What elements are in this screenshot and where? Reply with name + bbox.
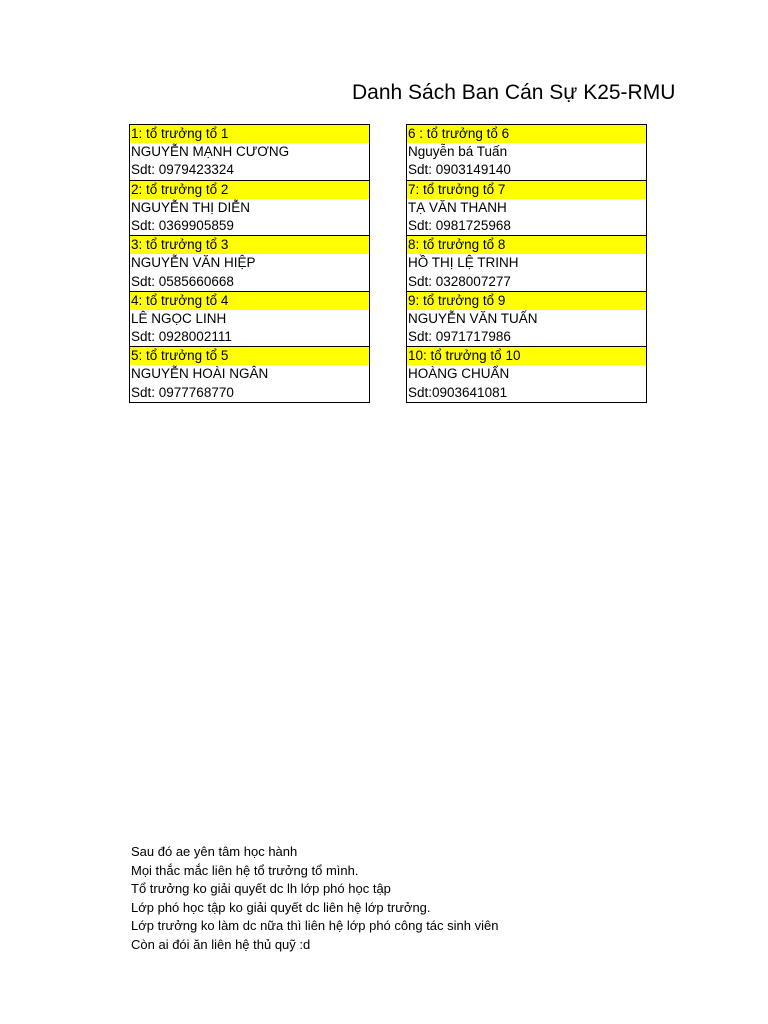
group-5 <box>130 346 369 402</box>
leader-name: Nguyễn bá Tuấn <box>408 144 508 160</box>
leader-phone: Sdt: 0928002111 <box>131 329 232 345</box>
group-label: 4: tổ trưởng tổ 4 <box>130 292 369 310</box>
leader-phone: Sdt: 0971717986 <box>408 329 511 345</box>
leader-name: LÊ NGỌC LINH <box>131 310 227 326</box>
group-1 <box>130 125 369 180</box>
note-line: Lớp phó học tập ko giải quyết dc liên hệ lớp trưởng. <box>131 899 431 915</box>
group-label: 6 : tổ trưởng tổ 6 <box>407 125 646 143</box>
note-line: Mọi thắc mắc liên hệ tổ trưởng tổ mình. <box>131 862 359 878</box>
notes-block <box>131 843 498 955</box>
leader-phone: Sdt: 0369905859 <box>131 217 234 233</box>
leader-name: NGUYỄN VĂN HIỆP <box>131 255 256 271</box>
note-line: Còn ai đói ăn liên hệ thủ quỹ :d <box>131 936 311 952</box>
group-label: 10: tổ trưởng tổ 10 <box>407 347 646 365</box>
left-roster-table <box>129 124 370 403</box>
leader-name: NGUYỄN THỊ DIỄN <box>131 199 251 215</box>
leader-name: HỒ THỊ LỆ TRINH <box>408 255 519 271</box>
right-roster-table <box>406 124 647 403</box>
leader-phone: Sdt:0903641081 <box>408 384 508 400</box>
leader-name: NGUYỄN VĂN TUẤN <box>408 310 538 326</box>
group-6 <box>407 125 646 180</box>
group-label: 5: tổ trưởng tổ 5 <box>130 347 369 365</box>
group-3 <box>130 235 369 291</box>
leader-name: NGUYỄN MẠNH CƯƠNG <box>131 144 290 160</box>
leader-name: TẠ VĂN THANH <box>408 199 507 215</box>
group-label: 2: tổ trưởng tổ 2 <box>130 181 369 199</box>
group-label: 7: tổ trưởng tổ 7 <box>407 181 646 199</box>
leader-name: HOÀNG CHUẨN <box>408 366 510 382</box>
leader-phone: Sdt: 0977768770 <box>131 384 234 400</box>
group-label: 1: tổ trưởng tổ 1 <box>130 125 369 143</box>
group-8 <box>407 235 646 291</box>
group-label: 8: tổ trưởng tổ 8 <box>407 236 646 254</box>
group-2 <box>130 180 369 236</box>
leader-phone: Sdt: 0585660668 <box>131 273 234 289</box>
leader-phone: Sdt: 0903149140 <box>408 162 511 178</box>
note-line: Sau đó ae yên tâm học hành <box>131 844 298 859</box>
page-title: Danh Sách Ban Cán Sự K25-RMU <box>352 81 676 104</box>
group-9 <box>407 291 646 347</box>
group-4 <box>130 291 369 347</box>
leader-phone: Sdt: 0979423324 <box>131 162 234 178</box>
leader-phone: Sdt: 0328007277 <box>408 273 511 289</box>
note-line: Tổ trưởng ko giải quyết dc lh lớp phó học tập <box>131 881 391 897</box>
note-line: Lớp trưởng ko làm dc nữa thì liên hệ lớp phó công tác sinh viên <box>131 918 499 934</box>
group-label: 9: tổ trưởng tổ 9 <box>407 292 646 310</box>
group-7 <box>407 180 646 236</box>
group-label: 3: tổ trưởng tổ 3 <box>130 236 369 254</box>
group-10 <box>407 346 646 402</box>
leader-phone: Sdt: 0981725968 <box>408 217 511 233</box>
leader-name: NGUYỄN HOÀI NGÂN <box>131 366 269 382</box>
